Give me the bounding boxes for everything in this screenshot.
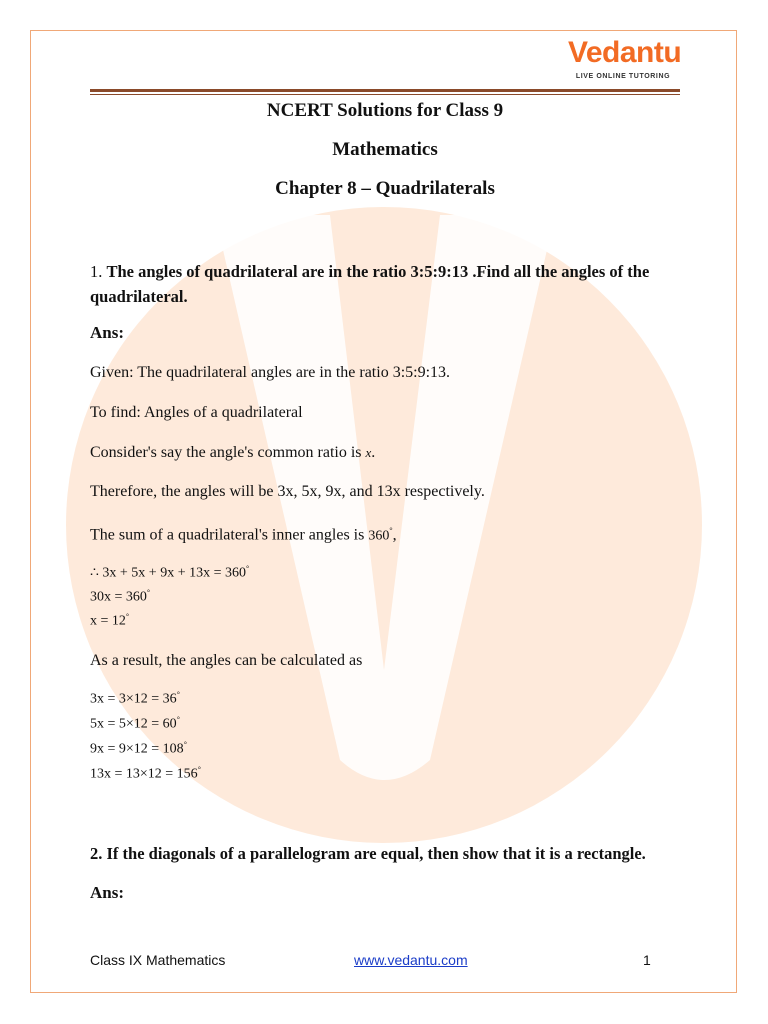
sum-text: The sum of a quadrilateral's inner angles is (90, 526, 365, 544)
therefore-line: Therefore, the angles will be 3x, 5x, 9x, and 13x respectively. (90, 483, 485, 500)
logo-wordmark: Vedantu (568, 36, 682, 69)
consider-variable: x (365, 445, 372, 460)
sum-line: The sum of a quadrilateral's inner angles is 360°, (90, 526, 397, 544)
question-2-ans-label: Ans: (90, 883, 125, 902)
footer-page-number: 1 (643, 952, 651, 968)
calc-1: 3x = 3×12 = 36° (90, 690, 180, 707)
question-1-text: The angles of quadrilateral are in the ratio 3:5:9:13 .Find all the angles of the quadrilateral. (90, 262, 650, 306)
question-1 (90, 259, 690, 309)
calc-4: 13x = 13×12 = 156° (90, 765, 201, 782)
question-1-ans-label: Ans: (90, 323, 125, 342)
header-rule (90, 89, 680, 92)
header-rule-thin (90, 94, 680, 95)
sum-value: 360 (368, 528, 390, 544)
equation-3: x = 12° (90, 612, 130, 629)
equation-1: ∴ 3x + 5x + 9x + 13x = 360° (90, 564, 250, 581)
consider-text: Consider's say the angle's common ratio is (90, 444, 362, 461)
given-line: Given: The quadrilateral angles are in the ratio 3:5:9:13. (90, 364, 451, 381)
equation-2: 30x = 360° (90, 588, 151, 605)
calc-3: 9x = 9×12 = 108° (90, 740, 187, 757)
consider-line: Consider's say the angle's common ratio is x. (90, 444, 376, 461)
footer-website-link[interactable]: www.vedantu.com (354, 952, 468, 968)
calc-2: 5x = 5×12 = 60° (90, 715, 180, 732)
vedantu-logo (568, 36, 682, 86)
question-1-number: 1. (90, 262, 103, 281)
footer-class-label: Class IX Mathematics (90, 952, 226, 968)
logo-tagline: LIVE ONLINE TUTORING (575, 73, 671, 80)
result-line: As a result, the angles can be calculated as (90, 652, 363, 669)
doc-subject: Mathematics (332, 139, 438, 160)
question-2: 2. If the diagonals of a parallelogram are equal, then show that it is a rectangle. (90, 844, 646, 863)
to-find-line: To find: Angles of a quadrilateral (90, 404, 303, 421)
doc-chapter: Chapter 8 – Quadrilaterals (275, 178, 495, 199)
doc-title: NCERT Solutions for Class 9 (266, 100, 504, 121)
